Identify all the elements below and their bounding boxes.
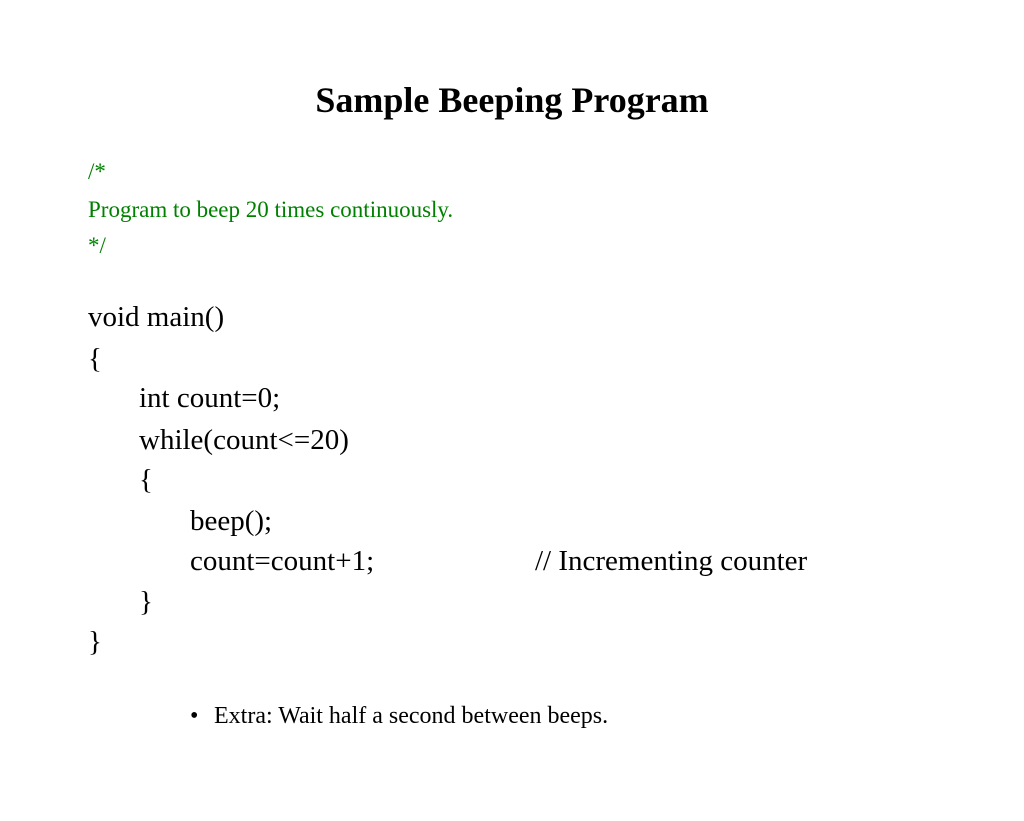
slide-title: Sample Beeping Program xyxy=(315,80,709,120)
comment-open: /* xyxy=(88,159,106,184)
bullet-dot-icon: • xyxy=(190,703,199,729)
code-line-while-open-brace: { xyxy=(139,464,153,496)
code-line-increment: count=count+1; xyxy=(190,545,375,577)
code-line-main-signature: void main() xyxy=(88,301,225,333)
code-line-while-close-brace: } xyxy=(139,586,153,618)
code-line-main-close-brace: } xyxy=(88,626,102,658)
code-line-while: while(count<=20) xyxy=(139,424,349,456)
comment-body: Program to beep 20 times continuously. xyxy=(88,197,454,222)
comment-close: */ xyxy=(88,233,106,258)
code-line-beep-call: beep(); xyxy=(190,505,273,537)
code-line-increment-comment: // Incrementing counter xyxy=(535,545,808,577)
bullet-item xyxy=(190,701,609,821)
bullet-text: Extra: Wait half a second between beeps. xyxy=(214,703,609,729)
code-line-main-open-brace: { xyxy=(88,343,102,375)
code-line-declare-count: int count=0; xyxy=(139,382,281,414)
